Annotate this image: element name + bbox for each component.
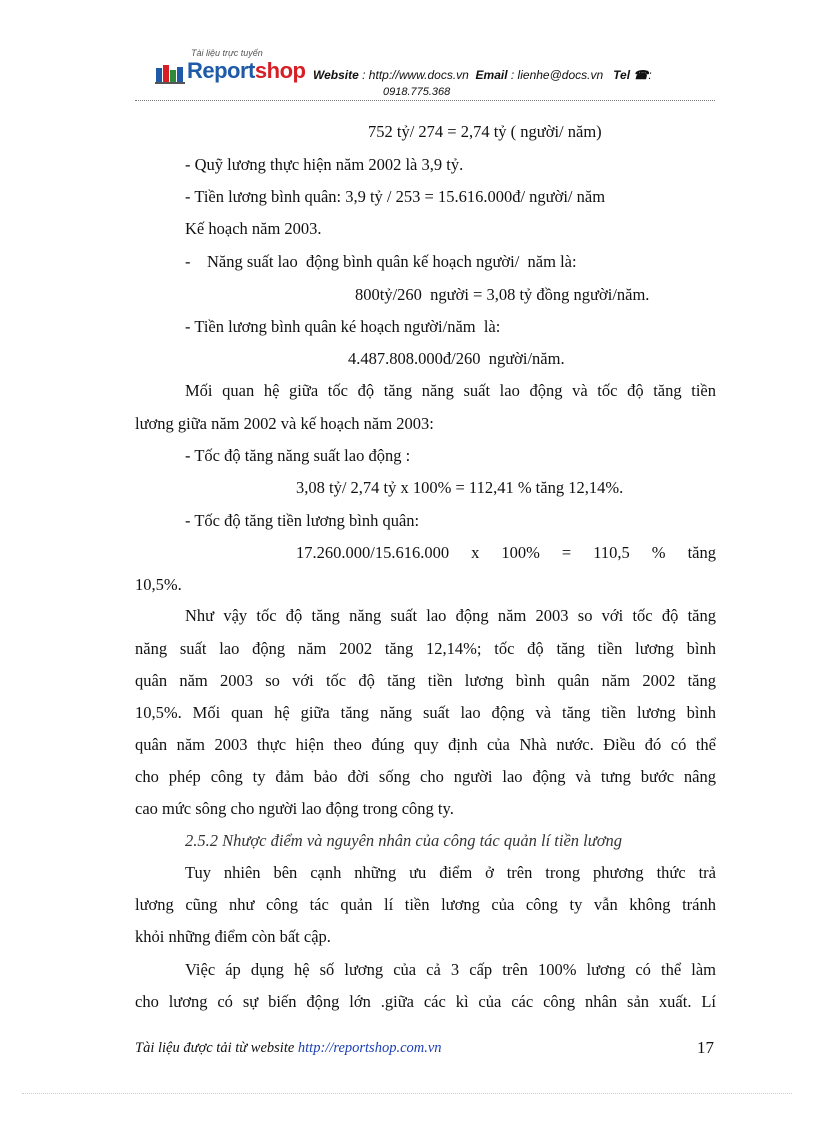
books-icon: [155, 62, 185, 84]
footer-text: Tài liệu được tải từ website: [135, 1040, 298, 1056]
page-header: [135, 40, 715, 102]
text-line: quân năm 2003 so với tốc độ tăng tiền lương bình quân năm 2002 tăng: [135, 671, 716, 690]
text-line: - Tiền lương bình quân: 3,9 tỷ / 253 = 15.616.000đ/ người/ năm: [185, 187, 606, 206]
logo-part-report: Report: [187, 58, 255, 83]
page-footer: [135, 1040, 442, 1057]
text-line: lương cũng như công tác quản lí tiền lương của công ty vẫn không tránh: [135, 895, 716, 914]
text-line: - Năng suất lao động bình quân kế hoạch người/ năm là:: [185, 252, 577, 271]
text-line: - Tiền lương bình quân ké hoạch người/năm là:: [185, 317, 501, 336]
email-link[interactable]: : lienhe@docs.vn: [510, 68, 604, 82]
text-line: 10,5%. Mối quan hệ giữa tăng năng suất lao động và tăng tiền lương bình: [135, 703, 716, 722]
text-line: Tuy nhiên bên cạnh những ưu điểm ở trên trong phương thức trả: [185, 863, 716, 882]
text-line: Kế hoạch năm 2003.: [185, 219, 322, 238]
text-line: Như vậy tốc độ tăng năng suất lao động năm 2003 so với tốc độ tăng: [185, 606, 716, 625]
text-line: 4.487.808.000đ/260 người/năm.: [348, 349, 565, 368]
logo-part-shop: shop: [254, 58, 306, 83]
text-line: 17.260.000/15.616.000 x 100% = 110,5 % tăng: [296, 543, 716, 562]
text-line: - Tốc độ tăng năng suất lao động :: [185, 446, 411, 465]
tel-label: Tel: [613, 68, 631, 82]
bottom-divider: [22, 1093, 792, 1094]
contact-line: [313, 68, 652, 82]
section-heading: 2.5.2 Nhược điểm và nguyên nhân của công tác quản lí tiền lương: [185, 831, 623, 850]
text-line: Việc áp dụng hệ số lương của cả 3 cấp trên 100% lương có thể làm: [185, 960, 716, 979]
text-line: Mối quan hệ giữa tốc độ tăng năng suất lao động và tốc độ tăng tiền: [185, 381, 716, 400]
text-line: 800tỷ/260 người = 3,08 tỷ đồng người/năm.: [355, 285, 650, 304]
text-line: khỏi những điểm còn bất cập.: [135, 927, 331, 946]
header-divider: [135, 100, 715, 101]
text-line: năng suất lao động năm 2002 tăng 12,14%; tốc độ tăng tiền lương bình: [135, 639, 716, 658]
text-line: cao mức sông cho người lao động trong công ty.: [135, 799, 454, 818]
text-line: cho lương có sự biến động lớn .giữa các kì của các công nhân sản xuất. Lí: [135, 992, 716, 1011]
logo-wordmark: [187, 58, 305, 84]
reportshop-logo[interactable]: [155, 48, 315, 84]
tel-colon: :: [648, 68, 652, 82]
text-line: quân năm 2003 thực hiện theo đúng quy định của Nhà nước. Điều đó có thể: [135, 735, 716, 754]
email-label: Email: [475, 68, 508, 82]
website-label: Website: [313, 68, 359, 82]
text-line: - Tốc độ tăng tiền lương bình quân:: [185, 511, 420, 530]
text-line: lương giữa năm 2002 và kế hoạch năm 2003:: [135, 414, 434, 433]
phone-number: 0918.775.368: [383, 86, 451, 98]
logo-tagline: Tài liệu trực tuyến: [191, 48, 263, 58]
text-line: - Quỹ lương thực hiện năm 2002 là 3,9 tỷ.: [185, 155, 464, 174]
text-line: 3,08 tỷ/ 2,74 tỷ x 100% = 112,41 % tăng 12,14%.: [296, 478, 624, 497]
website-link[interactable]: : http://www.docs.vn: [362, 68, 469, 82]
text-line: cho phép công ty đảm bảo đời sống cho người lao động và tưng bước nâng: [135, 767, 716, 786]
text-line: 10,5%.: [135, 575, 182, 594]
footer-link[interactable]: http://reportshop.com.vn: [297, 1040, 442, 1056]
text-line: 752 tỷ/ 274 = 2,74 tỷ ( người/ năm): [368, 122, 602, 141]
phone-icon: ☎: [633, 68, 649, 82]
page-number: 17: [697, 1038, 714, 1057]
